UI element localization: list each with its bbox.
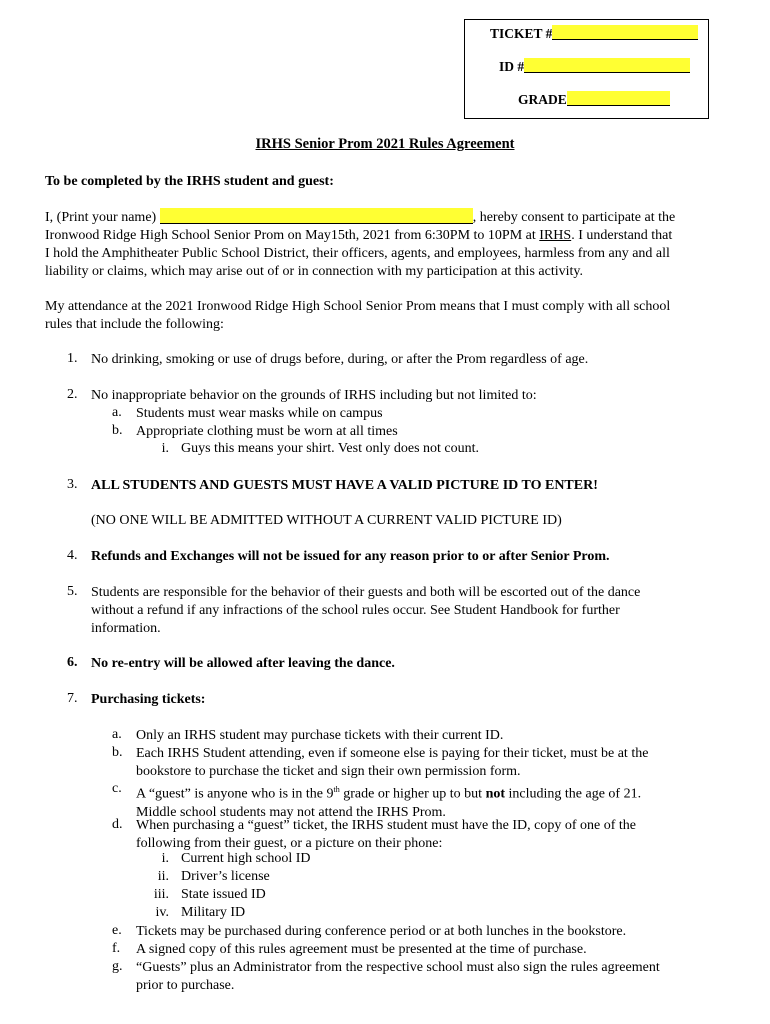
purchase-c-part-1: A “guest” is anyone who is in the 9: [136, 786, 334, 802]
purchase-b-line-1: Each IRHS Student attending, even if someone else is paying for their ticket, must be at the: [136, 746, 649, 761]
consent-line-2-tail: . I understand that: [571, 228, 673, 243]
ticket-number-field[interactable]: [490, 25, 698, 42]
rule-2bi-text: Guys this means your shirt. Vest only does not count.: [181, 441, 480, 456]
consent-line-4: liability or claims, which may arise out of or in connection with my participation at this activity.: [45, 264, 583, 279]
rule-5-line-1: Students are responsible for the behavior of their guests and both will be escorted out of the dance: [91, 585, 641, 600]
purchase-c-superscript: th: [333, 785, 340, 794]
purchase-d-ii-text: Driver’s license: [181, 869, 270, 884]
consent-line-2: [45, 227, 725, 245]
ticket-number-blank[interactable]: [552, 25, 698, 40]
consent-line-1-tail: , hereby consent to participate at the: [472, 210, 676, 225]
purchase-d-iii-label: iii.: [153, 887, 169, 902]
rule-5-line-3: information.: [91, 621, 161, 636]
purchase-d-line-2: following from their guest, or a picture on their phone:: [136, 836, 443, 851]
purchase-d-ii-label: ii.: [157, 869, 169, 884]
purchase-c-not: not: [485, 786, 506, 802]
purchase-e-label: e.: [112, 923, 122, 938]
purchase-d-i-text: Current high school ID: [181, 851, 311, 866]
rule-7-text: Purchasing tickets:: [91, 692, 206, 707]
rule-2-text: No inappropriate behavior on the grounds of IRHS including but not limited to:: [91, 388, 537, 403]
purchase-d-text: [136, 817, 716, 853]
rule-3-number: 3.: [67, 477, 78, 492]
rule-4-text: Refunds and Exchanges will not be issued for any reason prior to or after Senior Prom.: [91, 549, 610, 564]
consent-line-3: I hold the Amphitheater Public School District, their officers, agents, and employees, harmless from any and all: [45, 246, 670, 261]
purchase-b-label: b.: [112, 745, 123, 760]
rule-1-number: 1.: [67, 351, 78, 366]
grade-field[interactable]: [518, 91, 670, 108]
purchase-d-line-1: When purchasing a “guest” ticket, the IRHS student must have the ID, copy of one of the: [136, 818, 636, 833]
purchase-g-line-2: prior to purchase.: [136, 978, 235, 993]
rule-6-text: No re-entry will be allowed after leaving the dance.: [91, 656, 395, 671]
id-label: ID #: [499, 59, 525, 74]
rule-7-number: 7.: [67, 691, 78, 706]
purchase-d-iv-label: iv.: [155, 905, 169, 920]
consent-name-label: I, (Print your name): [45, 210, 157, 225]
purchase-a-text: Only an IRHS student may purchase tickets with their current ID.: [136, 728, 504, 743]
purchase-c-label: c.: [112, 781, 122, 796]
rule-2bi-label: i.: [161, 441, 169, 456]
rule-5-line-2: without a refund if any infractions of the school rules occur. See Student Handbook for further: [91, 603, 620, 618]
rule-1-text: No drinking, smoking or use of drugs before, during, or after the Prom regardless of age.: [91, 352, 589, 367]
purchase-g-line-1: “Guests” plus an Administrator from the respective school must also sign the rules agreement: [136, 960, 660, 975]
rule-4-number: 4.: [67, 548, 78, 563]
rule-2b-text: Appropriate clothing must be worn at all times: [136, 424, 398, 439]
purchase-c-line-1: [136, 781, 716, 804]
purchase-c-part-3: including the age of 21.: [505, 786, 642, 802]
consent-paragraph: [45, 208, 725, 281]
id-number-blank[interactable]: [524, 58, 690, 73]
print-name-blank[interactable]: [160, 208, 473, 224]
rule-2a-label: a.: [112, 405, 122, 420]
purchase-d-iii-text: State issued ID: [181, 887, 266, 902]
ticket-label: TICKET #: [490, 26, 553, 41]
rule-2b-label: b.: [112, 423, 123, 438]
purchase-d-i-label: i.: [161, 851, 169, 866]
grade-label: GRADE: [518, 92, 567, 107]
rule-2a-text: Students must wear masks while on campus: [136, 406, 383, 421]
rule-2-number: 2.: [67, 387, 78, 402]
purchase-d-iv-text: Military ID: [181, 905, 246, 920]
document-title: IRHS Senior Prom 2021 Rules Agreement: [255, 136, 515, 152]
purchase-d-label: d.: [112, 817, 123, 832]
purchase-b-text: [136, 745, 716, 781]
purchase-g-label: g.: [112, 959, 123, 974]
attendance-line-1: My attendance at the 2021 Ironwood Ridge High School Senior Prom means that I must comply with all school: [45, 299, 671, 314]
purchase-g-text: [136, 959, 716, 995]
purchase-b-line-2: bookstore to purchase the ticket and sign their own permission form.: [136, 764, 521, 779]
purchase-f-text: A signed copy of this rules agreement must be presented at the time of purchase.: [136, 942, 587, 957]
consent-line-2-text: Ironwood Ridge High School Senior Prom on May15th, 2021 from 6:30PM to 10PM at: [45, 228, 536, 243]
rule-5-number: 5.: [67, 584, 78, 599]
purchase-c-line-2: Middle school students may not attend the IRHS Prom.: [136, 804, 446, 820]
purchase-c-part-2: grade or higher up to but: [339, 786, 486, 802]
purchase-f-label: f.: [112, 941, 121, 956]
ticket-box: [464, 19, 709, 119]
grade-blank[interactable]: [567, 91, 670, 106]
purchase-c-text: [136, 781, 716, 822]
purchase-a-label: a.: [112, 727, 122, 742]
attendance-paragraph: [45, 298, 725, 334]
attendance-line-2: rules that include the following:: [45, 317, 224, 332]
rule-6-number: 6.: [67, 655, 78, 670]
purchase-e-text: Tickets may be purchased during conference period or at both lunches in the bookstore.: [136, 924, 627, 939]
subtitle: To be completed by the IRHS student and guest:: [45, 174, 334, 189]
irhs-link[interactable]: IRHS: [539, 228, 572, 243]
consent-line-1: [45, 208, 725, 227]
rule-3-text: ALL STUDENTS AND GUESTS MUST HAVE A VALID PICTURE ID TO ENTER!: [91, 478, 598, 493]
rule-3-note: (NO ONE WILL BE ADMITTED WITHOUT A CURRENT VALID PICTURE ID): [91, 513, 562, 528]
rule-5-text: [91, 584, 721, 638]
id-number-field[interactable]: [499, 58, 690, 75]
